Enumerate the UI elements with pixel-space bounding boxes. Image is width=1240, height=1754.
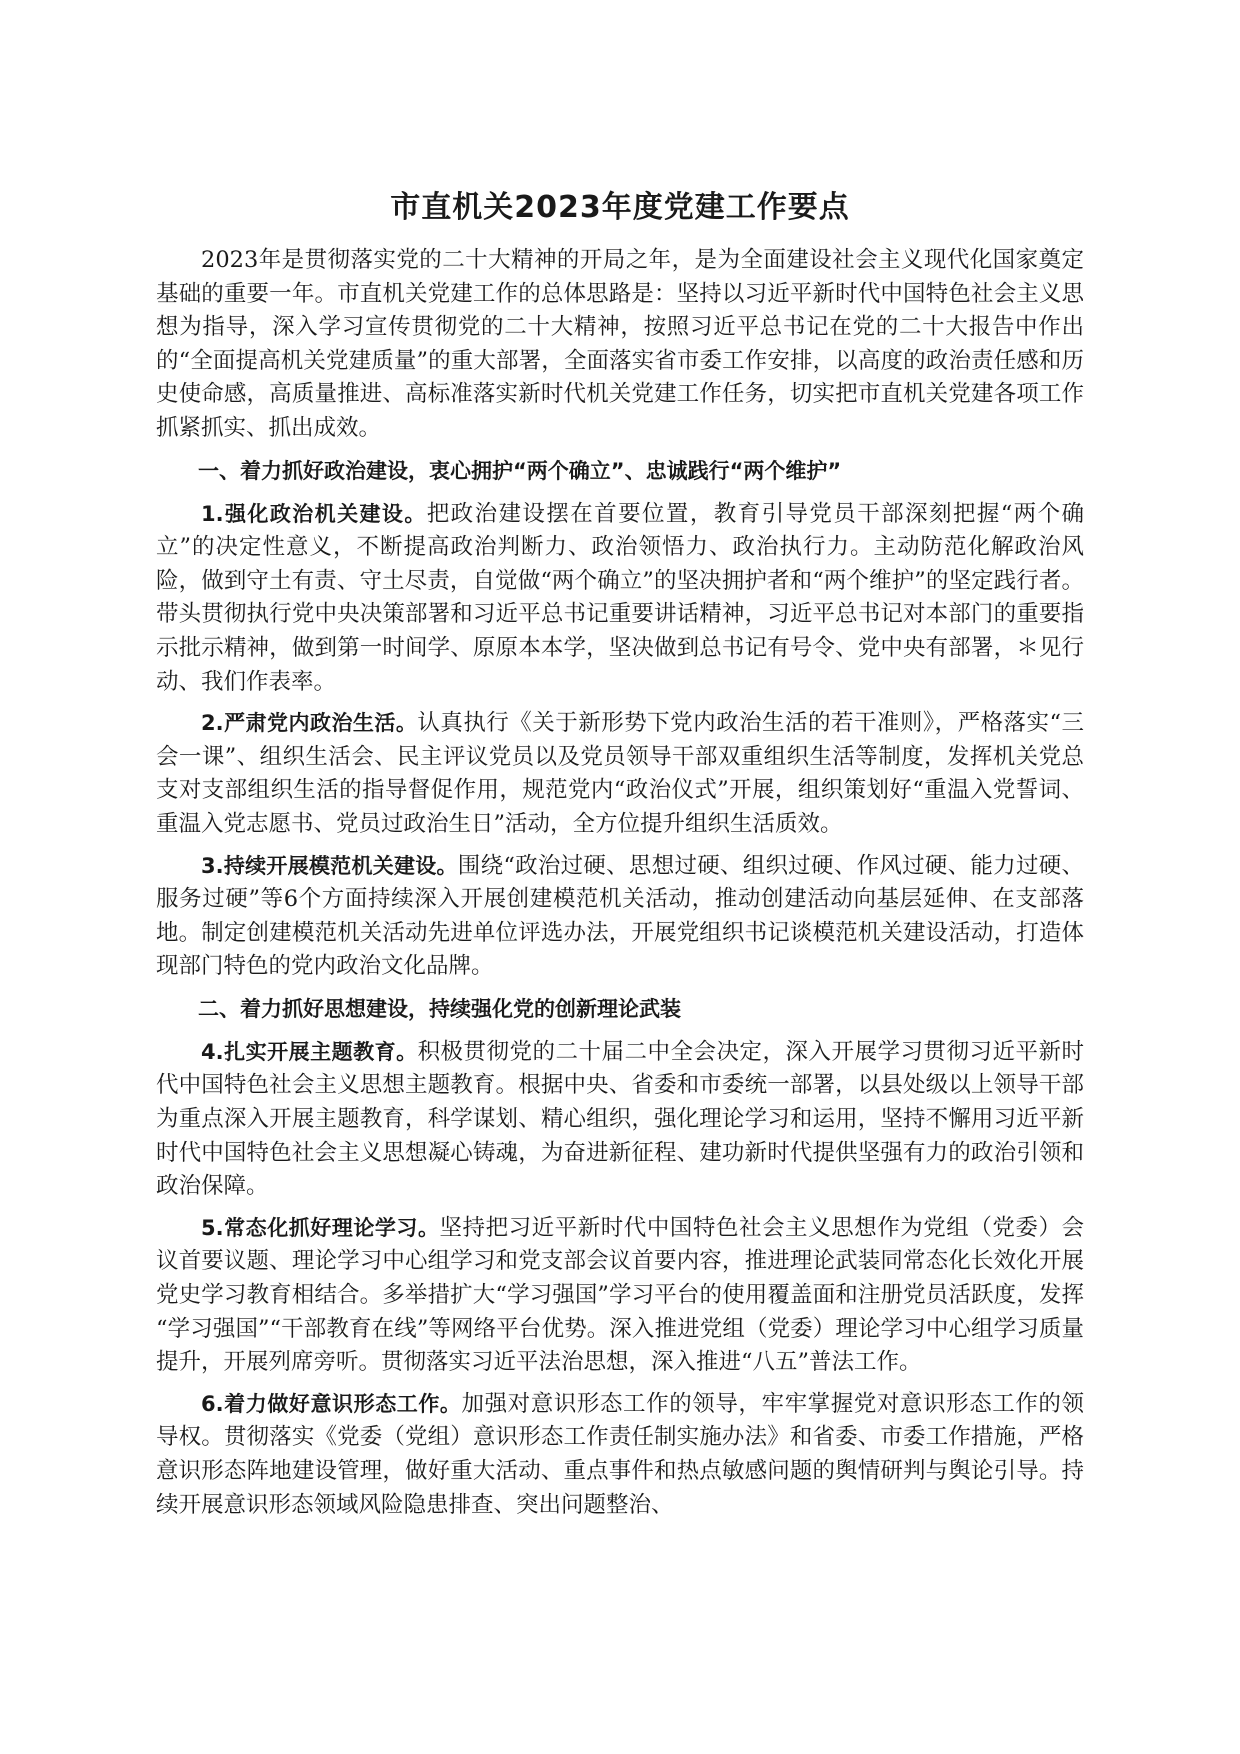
item-text: 积极贯彻党的二十届二中全会决定，深入开展学习贯彻习近平新时代中国特色社会主义思想主题教育。根据中央、省委和市委统一部署，以县处级以上领导干部为重点深入开展主题教育，科学谋划、精心组织，强化理论学习和运用，坚持不懈用习近平新时代中国特色社会主义思想凝心铸魂，为奋进新征程、建功新时代提供坚强有力的政治引领和政治保障。 xyxy=(156,1038,1084,1200)
item-text: 围绕“政治过硬、思想过硬、组织过硬、作风过硬、能力过硬、服务过硬”等6个方面持续深入开展创建模范机关活动，推动创建活动向基层延伸、在支部落地。制定创建模范机关活动先进单位评选办法，开展党组织书记谈模范机关建设活动，打造体现部门特色的党内政治文化品牌。 xyxy=(156,852,1084,980)
item-paragraph-4 xyxy=(156,1036,1084,1204)
item-text: 加强对意识形态工作的领导，牢牢掌握党对意识形态工作的领导权。贯彻落实《党委（党组）意识形态工作责任制实施办法》和省委、市委工作措施，严格意识形态阵地建设管理，做好重大活动、重点事件和热点敏感问题的舆情研判与舆论引导。持续开展意识形态领域风险隐患排查、突出问题整治、 xyxy=(156,1390,1084,1518)
item-title: 2.严肃党内政治生活。 xyxy=(201,711,418,736)
item-title: 5.常态化抓好理论学习。 xyxy=(201,1215,440,1240)
item-text: 坚持把习近平新时代中国特色社会主义思想作为党组（党委）会议首要议题、理论学习中心组学习和党支部会议首要内容，推进理论武装同常态化长效化开展党史学习教育相结合。多举措扩大“学习强国”学习平台的使用覆盖面和注册党员活跃度，发挥 “学习强国”“干部教育在线”等网络平台优势。深入推进党组（党委）理论学习中心组学习质量提升，开展列席旁听。贯彻落实习近平法治思想，深入推进“八五”普法工作。 xyxy=(156,1214,1084,1376)
item-text: 认真执行《关于新形势下党内政治生活的若干准则》，严格落实“三会一课”、组织生活会、民主评议党员以及党员领导干部双重组织生活等制度，发挥机关党总支对支部组织生活的指导督促作用，规范党内“政治仪式”开展，组织策划好“重温入党誓词、重温入党志愿书、党员过政治生日”活动，全方位提升组织生活质效。 xyxy=(156,710,1084,837)
document-page xyxy=(156,180,1084,1530)
item-title: 6.着力做好意识形态工作。 xyxy=(201,1391,462,1416)
item-paragraph-3 xyxy=(156,850,1084,984)
section-heading-1: 一、着力抓好政治建设，衷心拥护“两个确立”、忠诚践行“两个维护” xyxy=(198,458,842,483)
item-paragraph-1 xyxy=(156,498,1084,700)
section-heading-2: 二、着力抓好思想建设，持续强化党的创新理论武装 xyxy=(198,996,681,1021)
item-title: 1.强化政治机关建设。 xyxy=(201,501,427,526)
intro-paragraph: 2023年是贯彻落实党的二十大精神的开局之年，是为全面建设社会主义现代化国家奠定基础的重要一年。市直机关党建工作的总体思路是：坚持以习近平新时代中国特色社会主义思想为指导，深入学习宣传贯彻党的二十大精神，按照习近平总书记在党的二十大报告中作出的“全面提高机关党建质量”的重大部署，全面落实省市委工作安排，以高度的政治责任感和历史使命感，高质量推进、高标准落实新时代机关党建工作任务，切实把市直机关党建各项工作抓紧抓实、抓出成效。 xyxy=(156,247,1084,441)
item-title: 3.持续开展模范机关建设。 xyxy=(201,853,458,878)
item-title: 4.扎实开展主题教育。 xyxy=(201,1039,418,1064)
item-paragraph-2 xyxy=(156,707,1084,841)
item-paragraph-6 xyxy=(156,1388,1084,1522)
item-paragraph-5 xyxy=(156,1212,1084,1380)
document-title: 市直机关2023年度党建工作要点 xyxy=(390,190,850,225)
item-text: 把政治建设摆在首要位置，教育引导党员干部深刻把握“两个确立”的决定性意义，不断提高政治判断力、政治领悟力、政治执行力。主动防范化解政治风险，做到守土有责、守土尽责，自觉做“两个确立”的坚决拥护者和“两个维护”的坚定践行者。带头贯彻执行党中央决策部署和习近平总书记重要讲话精神，习近平总书记对本部门的重要指示批示精神，做到第一时间学、原原本本学，坚决做到总书记有号令、党中央有部署，＊见行动、我们作表率。 xyxy=(156,500,1084,695)
